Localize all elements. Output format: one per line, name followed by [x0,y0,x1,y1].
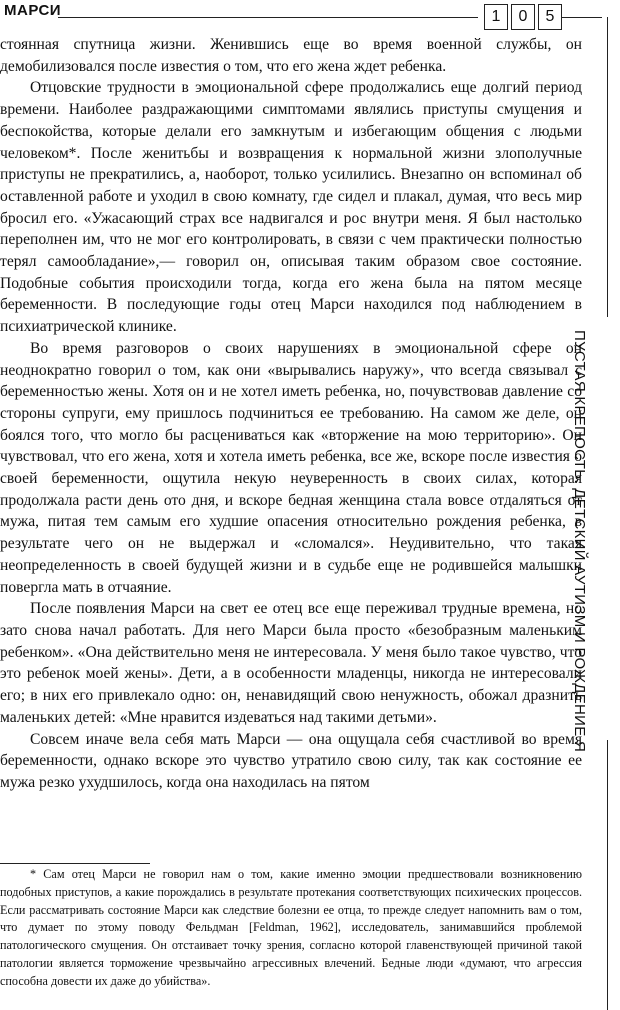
page-digit: 5 [538,4,562,30]
page-number [484,4,565,30]
page-digit: 0 [511,4,535,30]
header-rule-right [562,17,602,18]
paragraph: Во время разговоров о своих нарушениях в эмоциональной сфере он неоднократно говорил о том, как они «вырывались наружу», что всегда связывал с беременностью жены. Хотя он и не хотел иметь ребенка, но, почувствовав давление со стороны супруги, ему пришлось подчиниться ее требованию. На самом же деле, он боялся того, что могло бы расцениваться как «вторжение на мою территорию». Он чувствовал, что его жена, хотя и хотела иметь ребенка, все же, вскоре после известия о своей беременности, ощутила некую неуверенность в своих силах, которая продолжала расти день ото дня, и вскоре бедная женщина стала вовсе отдаляться от мужа, питая тем самым его худшие опасения относительно рождения ребенка, в результате чего он не выдержал и «сломался». Неудивительно, что такая неопределенность в своей будущей жизни и в судьбе еще не родившейся малышки повергла мать в отчаяние. [0,339,582,596]
margin-rule-bottom [607,740,608,1010]
paragraph: стоянная спутница жизни. Женившись еще во время военной службы, он демобилизовался после известия о том, что его жена ждет ребенка. [0,36,582,75]
header-rule [58,17,478,18]
paragraph: После появления Марси на свет ее отец все еще переживал трудные времена, но зато снова начал работать. Для него Марси была просто «безобразным маленьким ребенком». «Она действительно меня не интересовала. У меня было такое чувство, что это ребенок моей жены». Дети, а в особенности младенцы, никогда не интересовали его; в них его привлекало одно: он, ненавидящий свою ненужность, обожал дразнить маленьких детей: «Мне нравится издеваться над такими детьми». [0,600,582,726]
running-title: ПУСТАЯ КРЕПОСТЬ. ДЕТСКИЙ АУТИЗМ И РОЖДЕНИЕ Я [571,330,588,753]
body-text [0,34,582,794]
chapter-title: МАРСИ [4,2,62,19]
page-digit: 1 [484,4,508,30]
footnote-text: * Сам отец Марси не говорил нам о том, какие именно эмоции предшествовали возникновению подобных приступов, а какие порождались в результате протекания соответствующих психических процессов. Если рассматривать состояние Марси как следствие болезни ее отца, то прежде следует напомнить вам о том, что думает по этому поводу Фельдман [Feldman, 1962], исследователь, занимавшийся проблемой патологического смущения. Он отстаивает точку зрения, согласно которой главенствующей причиной такой патологии является торможение чрезвычайно агрессивных влечений. Бедные люди «думают, что агрессия способна довести их даже до убийства». [0,867,582,988]
margin-rule-top [607,17,608,317]
paragraph: Совсем иначе вела себя мать Марси — она ощущала себя счастливой во время беременности, однако вскоре это чувство утратило свою силу, так как состояние ее мужа резко ухудшилось, когда она находилась на пятом [0,730,582,791]
paragraph: Отцовские трудности в эмоциональной сфере продолжались еще долгий период времени. Наиболее раздражающими симптомами являлись приступы смущения и беспокойства, которые делали его замкнутым и избегающим общения с людьми человеком*. После женитьбы и возвращения к нормальной жизни злополучные приступы не прекратились, а, наоборот, только усилились. Внезапно он вспоминал об оставленной работе и уходил в свою комнату, где сидел и плакал, думая, что весь мир бросил его. «Ужасающий страх все надвигался и рос внутри меня. Я был настолько переполнен им, что не мог его контролировать, в связи с чем практически полностью терял самообладание»,— говорил он, описывая таким образом свое состояние. Подобные события происходили тогда, когда его жена была на пятом месяце беременности. В последующие годы отец Марси находился под наблюдением в психиатрической клинике. [0,79,582,336]
footnote-rule [0,863,150,864]
footnote [0,866,582,991]
